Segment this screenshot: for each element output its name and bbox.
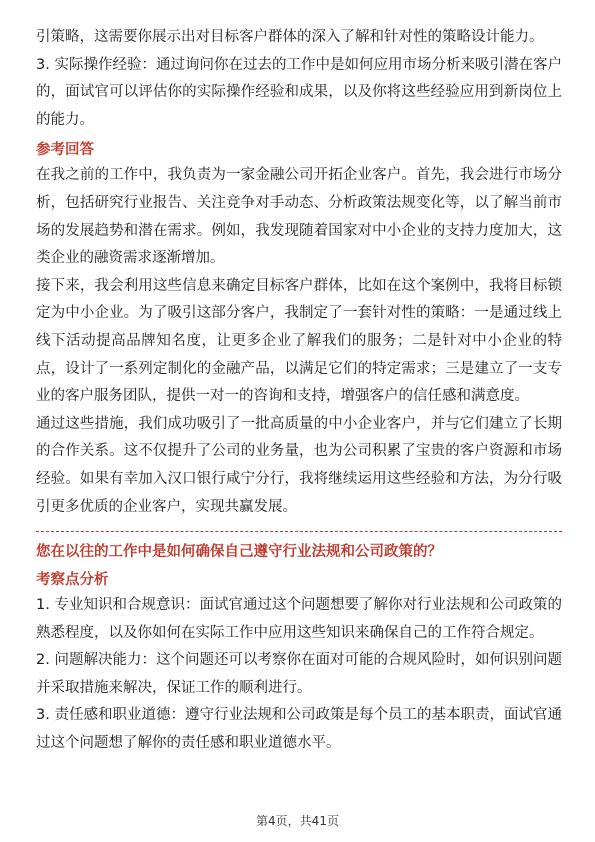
answer-paragraph-3: 通过这些措施，我们成功吸引了一批高质量的中小企业客户，并与它们建立了长期的合作关系。这不仅提升了公司的业务量，也为公司积累了宝贵的客户资源和市场经验。如果有幸加入汉口银行咸宁分行，我将继续运用这些经验和方法，为分行吸引更多优质的企业客户，实现共赢发展。 — [36, 415, 562, 515]
page-number: 第4页，共41页 — [256, 814, 339, 828]
paragraph-continued-strategy: 引策略，这需要你展示出对目标客户群体的深入了解和针对性的策略设计能力。 — [36, 29, 544, 45]
question-title: 您在以往的工作中是如何确保自己遵守行业法规和公司政策的？ — [36, 544, 442, 561]
reference-answer-heading: 参考回答 — [36, 142, 94, 159]
paragraph-practical-experience: 3. 实际操作经验：通过询问你在过去的工作中是如何应用市场分析来吸引潜在客户的，面试官可以评估你的实际操作经验和成果，以及你将这些经验应用到新岗位上的能力。 — [36, 56, 562, 128]
page-content — [36, 24, 562, 758]
analysis-point-2: 2. 问题解决能力：这个问题还可以考察你在面对可能的合规风险时，如何识别问题并采取措施来解决，保证工作的顺利进行。 — [36, 652, 562, 696]
answer-paragraph-2: 接下来，我会利用这些信息来确定目标客户群体，比如在这个案例中，我将目标锁定为中小企业。为了吸引这部分客户，我制定了一套针对性的策略：一是通过线上线下活动提高品牌知名度，让更多企业了解我们的服务；二是针对中小企业的特点，设计了一系列定制化的金融产品，以满足它们的特定需求；三是建立了一支专业的客户服务团队，提供一对一的咨询和支持，增强客户的信任感和满意度。 — [36, 277, 562, 405]
analysis-point-1: 1. 专业知识和合规意识：面试官通过这个问题想要了解你对行业法规和公司政策的熟悉程度，以及你如何在实际工作中应用这些知识来确保自己的工作符合规定。 — [36, 597, 562, 641]
answer-paragraph-1: 在我之前的工作中，我负责为一家金融公司开拓企业客户。首先，我会进行市场分析，包括研究行业报告、关注竞争对手动态、分析政策法规变化等，以了解当前市场的发展趋势和潜在需求。例如，我发现随着国家对中小企业的支持力度加大，这类企业的融资需求逐渐增加。 — [36, 167, 562, 267]
analysis-heading: 考察点分析 — [36, 572, 109, 589]
section-divider — [36, 531, 562, 532]
analysis-point-3: 3. 责任感和职业道德：遵守行业法规和公司政策是每个员工的基本职责，面试官通过这个问题想了解你的责任感和职业道德水平。 — [36, 707, 562, 752]
